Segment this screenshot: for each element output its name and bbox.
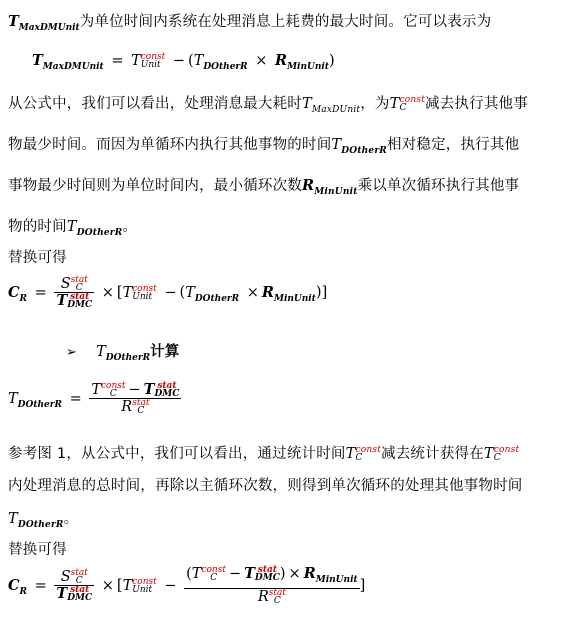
equation-3: $T_{DOtherR}$ = T const C − T stat DMC R stat C: [8, 381, 180, 416]
definition-line: [8, 10, 491, 33]
paragraph-2-line-3: $T_{DOtherR}$。: [8, 511, 79, 530]
equation-4: $C_R$ = S stat C T stat DMC × [T const Unit − (T const C − T stat DMC ) × $R_{MinUnit}$ R stat C ]: [8, 565, 366, 606]
paragraph-2-line-2: 内处理消息的总时间，再除以主循环次数，则得到单次循环的处理其他事物时间: [8, 478, 523, 494]
replace-label-2: 替换可得: [8, 542, 67, 558]
bullet-arrow-icon: ➢: [66, 345, 77, 360]
replace-label-1: 替换可得: [8, 250, 67, 266]
paragraph-1-line-4: 物的时间$T_{DOtherR}$。: [8, 219, 138, 238]
paragraph-1-line-3: 事物最少时间则为单位时间内，最小循环次数$R_{MinUnit}$乘以单次循环执行其他事: [8, 177, 520, 197]
bullet-heading: ➢ $T_{DOtherR}$计算: [66, 344, 180, 363]
equation-2: $C_R$ = S stat C T stat DMC × [T const Unit − $(T_{DOtherR} \times R_{MinUnit})$]: [8, 275, 328, 310]
paragraph-1-line-1: 从公式中，我们可以看出，处理消息最大耗时$T_{MaxDUnit}$，为T const C 减去执行其他事: [8, 95, 528, 115]
definition-text: 为单位时间内系统在处理消息上耗费的最大时间。它可以表示为: [79, 14, 492, 30]
var-t-maxdmunit: $T_{MaxDMUnit}$: [8, 13, 80, 33]
equation-1: $T_{MaxDMUnit} = T$ const Unit − $(T_{DOtherR} \times R_{MinUnit})$: [32, 52, 335, 72]
paragraph-1-line-2: 物最少时间。而因为单循环内执行其他事物的时间$T_{DOtherR}$相对稳定，执行其他: [8, 137, 520, 156]
paragraph-2-line-1: 参考图 1，从公式中，我们可以看出，通过统计时间T const C 减去统计获得在T const C: [8, 445, 520, 463]
